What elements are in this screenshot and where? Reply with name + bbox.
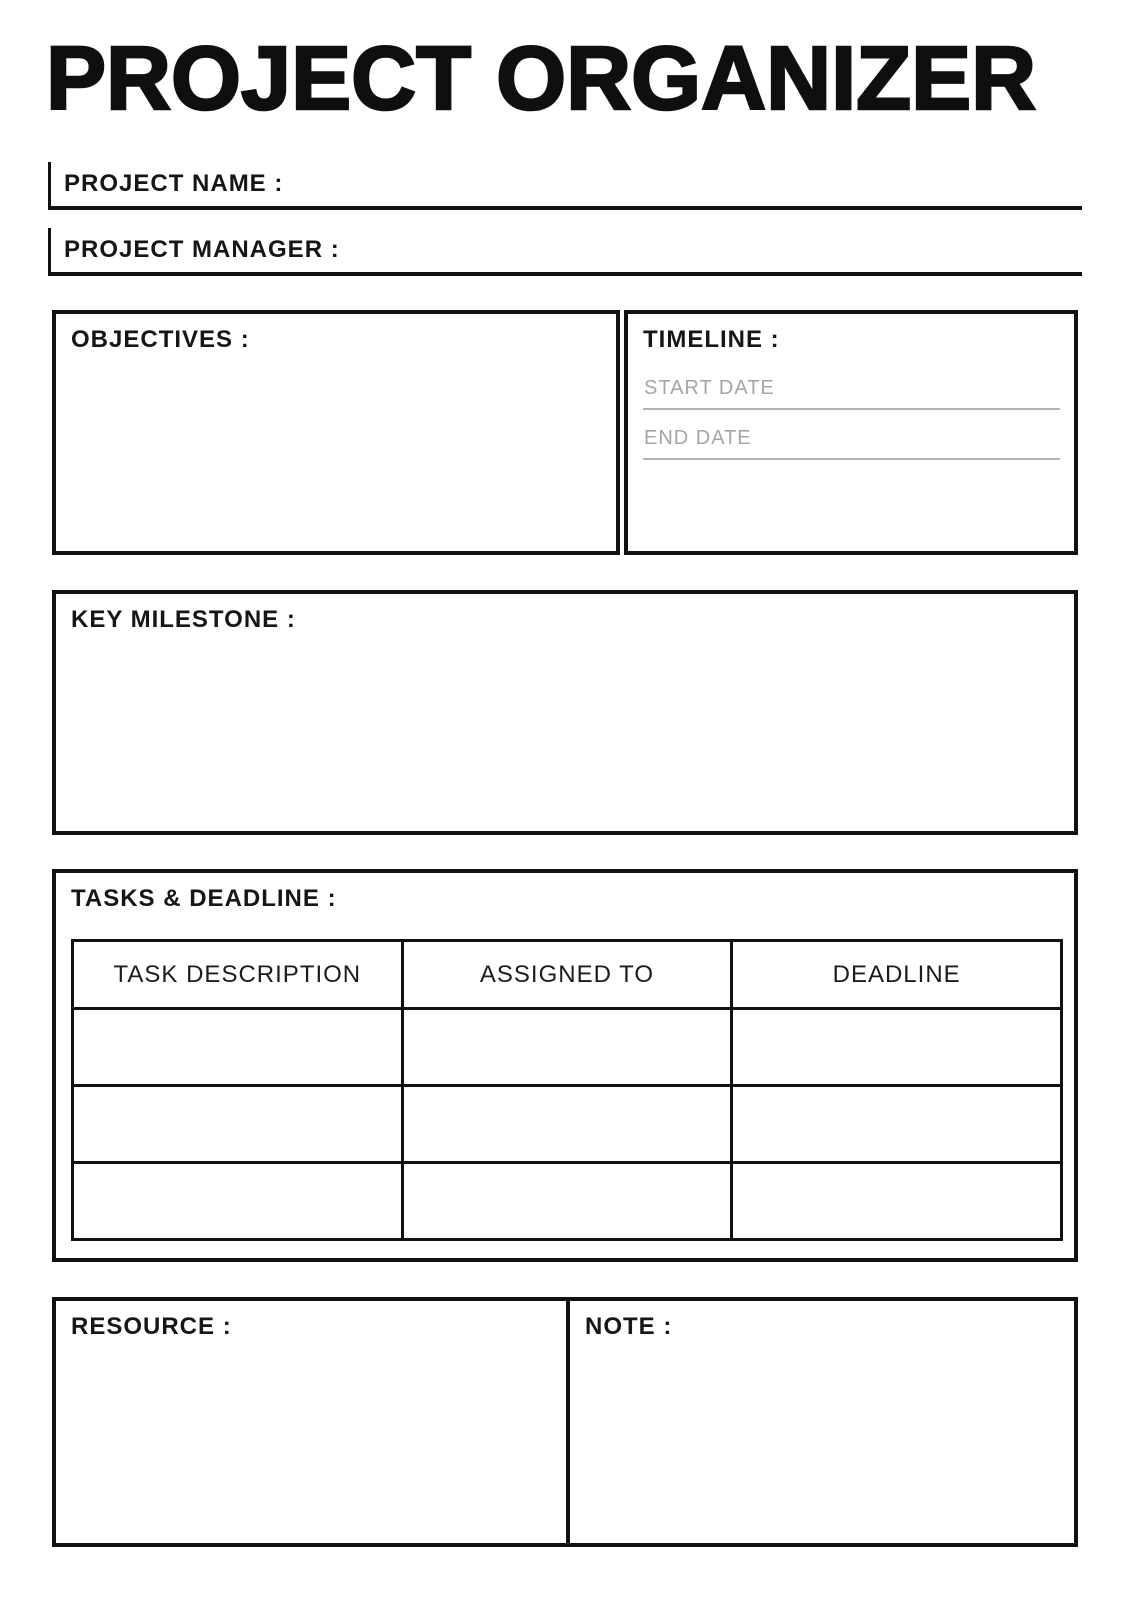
assigned-to-cell[interactable] [402,1009,732,1086]
key-milestone-content[interactable] [56,636,1074,831]
tasks-col-deadline: DEADLINE [732,941,1062,1009]
objectives-box [52,310,620,555]
objectives-label: OBJECTIVES : [71,326,250,353]
tasks-table-row [73,1086,1062,1163]
tasks-table-header-row [73,941,1062,1009]
tasks-deadline-label: TASKS & DEADLINE : [71,885,337,912]
task-description-cell[interactable] [73,1009,403,1086]
task-description-cell[interactable] [73,1086,403,1163]
tasks-deadline-box [52,869,1078,1262]
tasks-table-row [73,1163,1062,1240]
page-title: PROJECT ORGANIZER [46,29,1037,129]
note-content[interactable] [570,1343,1074,1543]
project-manager-value[interactable] [340,228,1082,272]
key-milestone-label: KEY MILESTONE : [71,606,296,633]
task-description-cell[interactable] [73,1163,403,1240]
project-manager-field[interactable] [48,228,1082,276]
tasks-col-assigned-to: ASSIGNED TO [402,941,732,1009]
project-manager-label: PROJECT MANAGER : [64,236,340,263]
end-date-placeholder: END DATE [644,427,752,449]
end-date-field[interactable] [643,427,1060,460]
resource-box [52,1297,570,1547]
note-box [566,1297,1078,1547]
timeline-box [624,310,1078,555]
project-name-label: PROJECT NAME : [64,170,284,197]
key-milestone-box [52,590,1078,835]
tasks-col-task-description: TASK DESCRIPTION [73,941,403,1009]
start-date-field[interactable] [643,377,1060,410]
deadline-cell[interactable] [732,1009,1062,1086]
note-label: NOTE : [585,1313,673,1340]
objectives-content[interactable] [56,356,616,551]
deadline-cell[interactable] [732,1163,1062,1240]
project-name-value[interactable] [283,162,1082,206]
deadline-cell[interactable] [732,1086,1062,1163]
tasks-table [71,939,1063,1241]
assigned-to-cell[interactable] [402,1086,732,1163]
assigned-to-cell[interactable] [402,1163,732,1240]
resource-label: RESOURCE : [71,1313,232,1340]
tasks-table-row [73,1009,1062,1086]
resource-content[interactable] [56,1343,566,1543]
start-date-placeholder: START DATE [644,377,775,399]
timeline-label: TIMELINE : [643,326,780,353]
project-name-field[interactable] [48,162,1082,210]
